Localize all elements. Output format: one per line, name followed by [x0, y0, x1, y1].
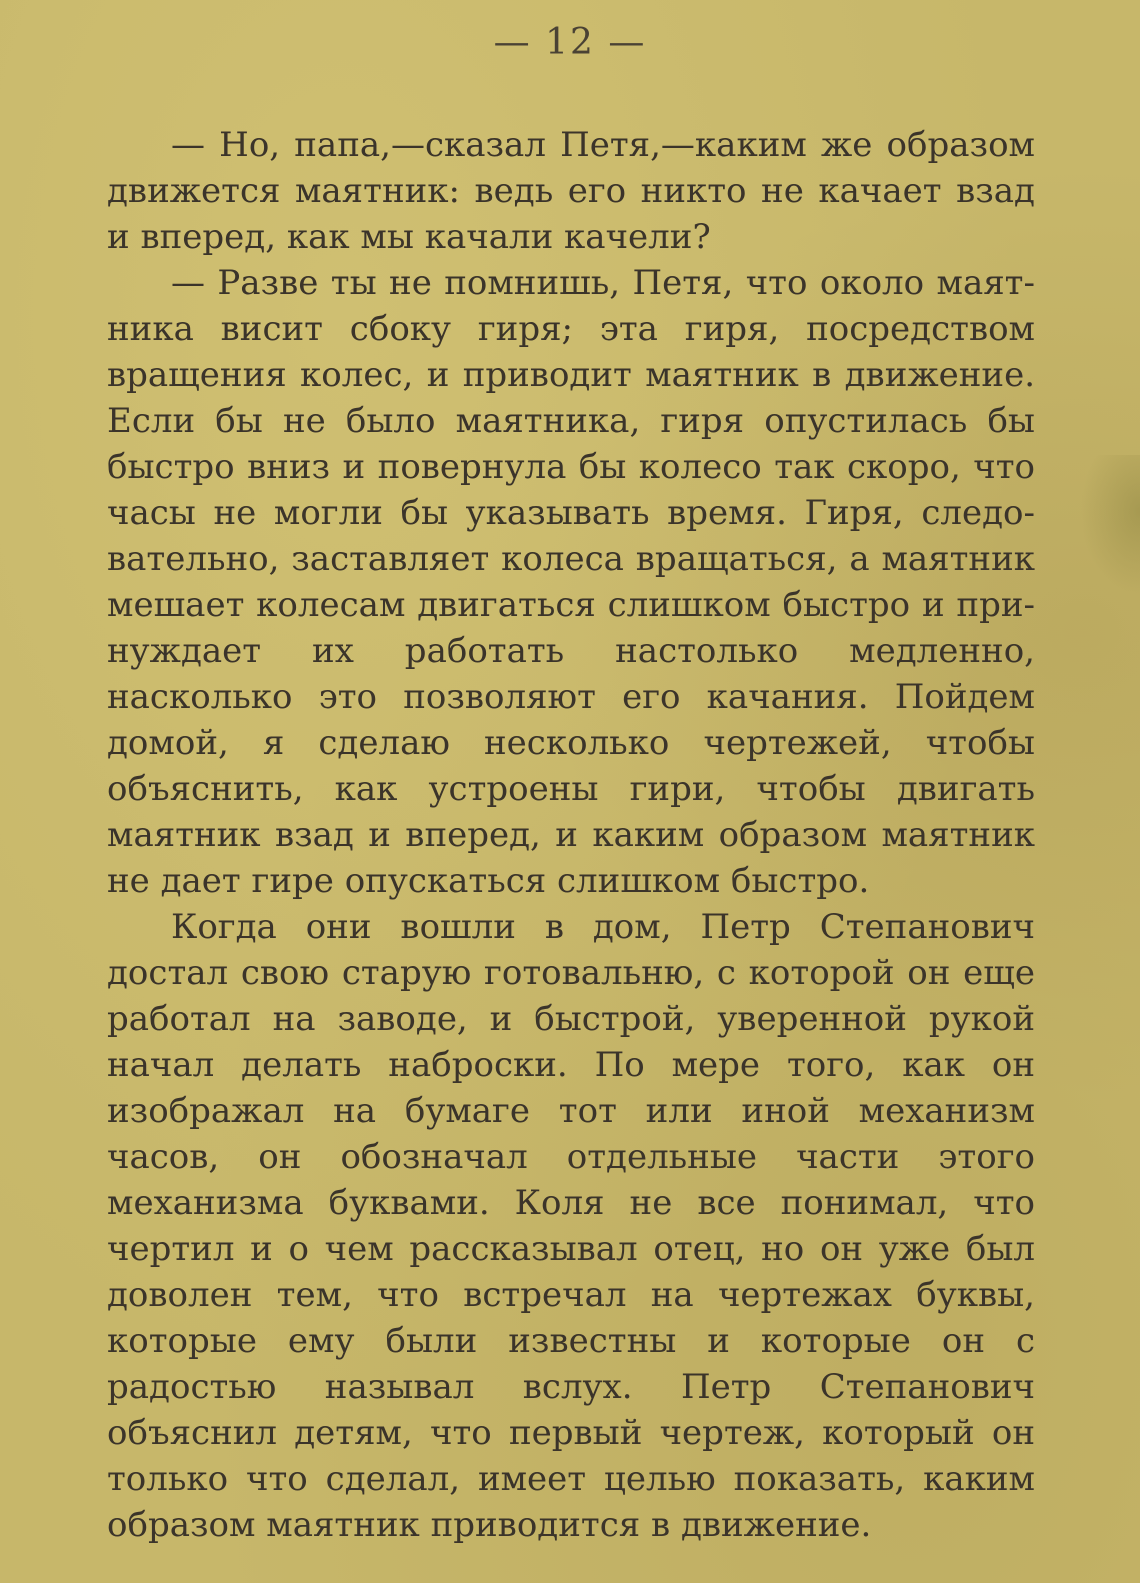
body-text [107, 122, 1035, 1548]
paragraph-3: Когда они вошли в дом, Петр Степанович достал свою старую готовальню, с которой он еще работал на заводе, и быстрой, уверенной рукой начал делать наброски. По мере того, как он изображал на бумаге тот или иной механизм часов, он обозначал отдельные части этого механизма буквами. Коля не все понимал, что чертил и о чем рассказывал отец, но он уже был доволен тем, что встречал на чертежах буквы, которые ему были известны и которые он с радостью называл вслух. Петр Степанович объяснил детям, что первый чертеж, который он только что сделал, имеет целью показать, каким образом маятник приводится в движение. [107, 907, 1035, 1545]
paragraph-2: — Разве ты не помнишь, Петя, что около маятника висит сбоку гиря; эта гиря, посредством вращения колес, и приводит маятник в движение. Если бы не было маятника, гиря опустилась бы быстро вниз и повернула бы колесо так скоро, что часы не могли бы указывать время. Гиря, следовательно, заставляет колеса вращаться, а маятник мешает колесам двигаться слишком быстро и принуждает их работать настолько медленно, насколько это позволяют его качания. Пойдем домой, я сделаю несколько чертежей, чтобы объяснить, как устроены гири, чтобы двигать маятник взад и вперед, и каким образом маятник не дает гире опускаться слишком быстро. [107, 263, 1035, 901]
paragraph-1: — Но, папа,—сказал Петя,—каким же образом движется маятник: ведь его никто не качает взад и вперед, как мы качали качели? [107, 125, 1035, 257]
paper-stain [1080, 455, 1140, 595]
page-number: — 12 — [493, 22, 647, 63]
